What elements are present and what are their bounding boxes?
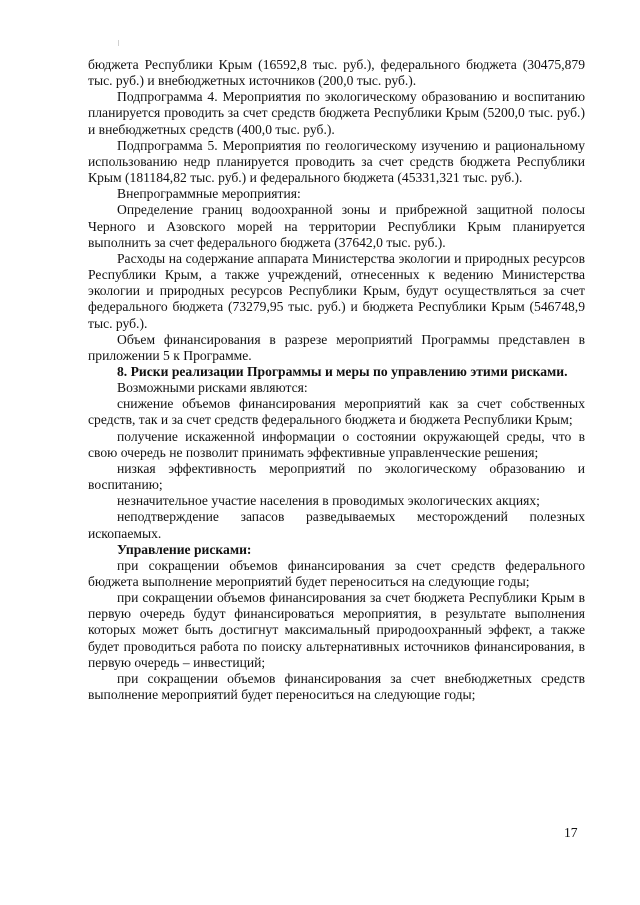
risk-item: снижение объемов финансирования мероприятий как за счет собственных средств, так и за счет средств федерального бюджета и бюджета Республики Крым; bbox=[88, 396, 585, 428]
risk-item: получение искаженной информации о состоянии окружающей среды, что в свою очередь не позволит принимать эффективные управленческие решения; bbox=[88, 428, 585, 460]
paragraph: Подпрограмма 4. Мероприятия по экологическому образованию и воспитанию планируется проводить за счет средств бюджета Республики Крым (5200,0 тыс. руб.) и внебюджетных средств (400,0 тыс. руб.). bbox=[88, 89, 585, 137]
section-heading: 8. Риски реализации Программы и меры по управлению этими рисками. bbox=[117, 363, 568, 379]
risk-item: незначительное участие населения в проводимых экологических акциях; bbox=[117, 493, 540, 509]
paragraph: Объем финансирования в разрезе мероприятий Программы представлен в приложении 5 к Программе. bbox=[88, 331, 585, 363]
risk-item: неподтверждение запасов разведываемых месторождений полезных ископаемых. bbox=[88, 509, 585, 541]
paragraph: бюджета Республики Крым (16592,8 тыс. руб.), федерального бюджета (30475,879 тыс. руб.) и внебюджетных источников (200,0 тыс. руб.). bbox=[88, 57, 585, 89]
risk-item: низкая эффективность мероприятий по экологическому образованию и воспитанию; bbox=[88, 460, 585, 493]
paragraph: Расходы на содержание аппарата Министерства экологии и природных ресурсов Республики Крым, а также учреждений, отнесенных к ведению Министерства экологии и природных ресурсов Республики Крым, будут осуществляться за счет федерального бюджета (73279,95 тыс. руб.) и бюджета Республики Крым (546748,9 тыс. руб.). bbox=[88, 250, 585, 331]
paragraph: Внепрограммные мероприятия: bbox=[117, 186, 301, 202]
document-body bbox=[88, 57, 585, 703]
paragraph: Подпрограмма 5. Мероприятия по геологическому изучению и рациональному использованию недр планируется проводить за счет средств бюджета Республики Крым (181184,82 тыс. руб.) и федерального бюджета (45331,321 тыс. руб.). bbox=[88, 137, 585, 186]
management-item: при сокращении объемов финансирования за счет средств федерального бюджета выполнение мероприятий будет переноситься на следующие годы; bbox=[88, 557, 585, 589]
management-heading: Управление рисками: bbox=[117, 541, 252, 557]
risks-intro: Возможными рисками являются: bbox=[117, 380, 308, 396]
scan-mark bbox=[118, 40, 119, 46]
management-item: при сокращении объемов финансирования за счет бюджета Республики Крым в первую очередь будут финансироваться мероприятия, в результате выполнения которых может быть достигнут максимальный природоохранный эффект, а также будет проводиться работа по поиску альтернативных источников финансирования, в первую очередь – инвестиций; bbox=[88, 590, 585, 670]
management-item: при сокращении объемов финансирования за счет внебюджетных средств выполнение мероприятий будет переноситься на следующие годы; bbox=[88, 670, 585, 703]
paragraph: Определение границ водоохранной зоны и прибрежной защитной полосы Черного и Азовского морей на территории Республики Крым планируется выполнить за счет федерального бюджета (37642,0 тыс. руб.). bbox=[88, 202, 585, 250]
page-number: 17 bbox=[564, 825, 578, 840]
